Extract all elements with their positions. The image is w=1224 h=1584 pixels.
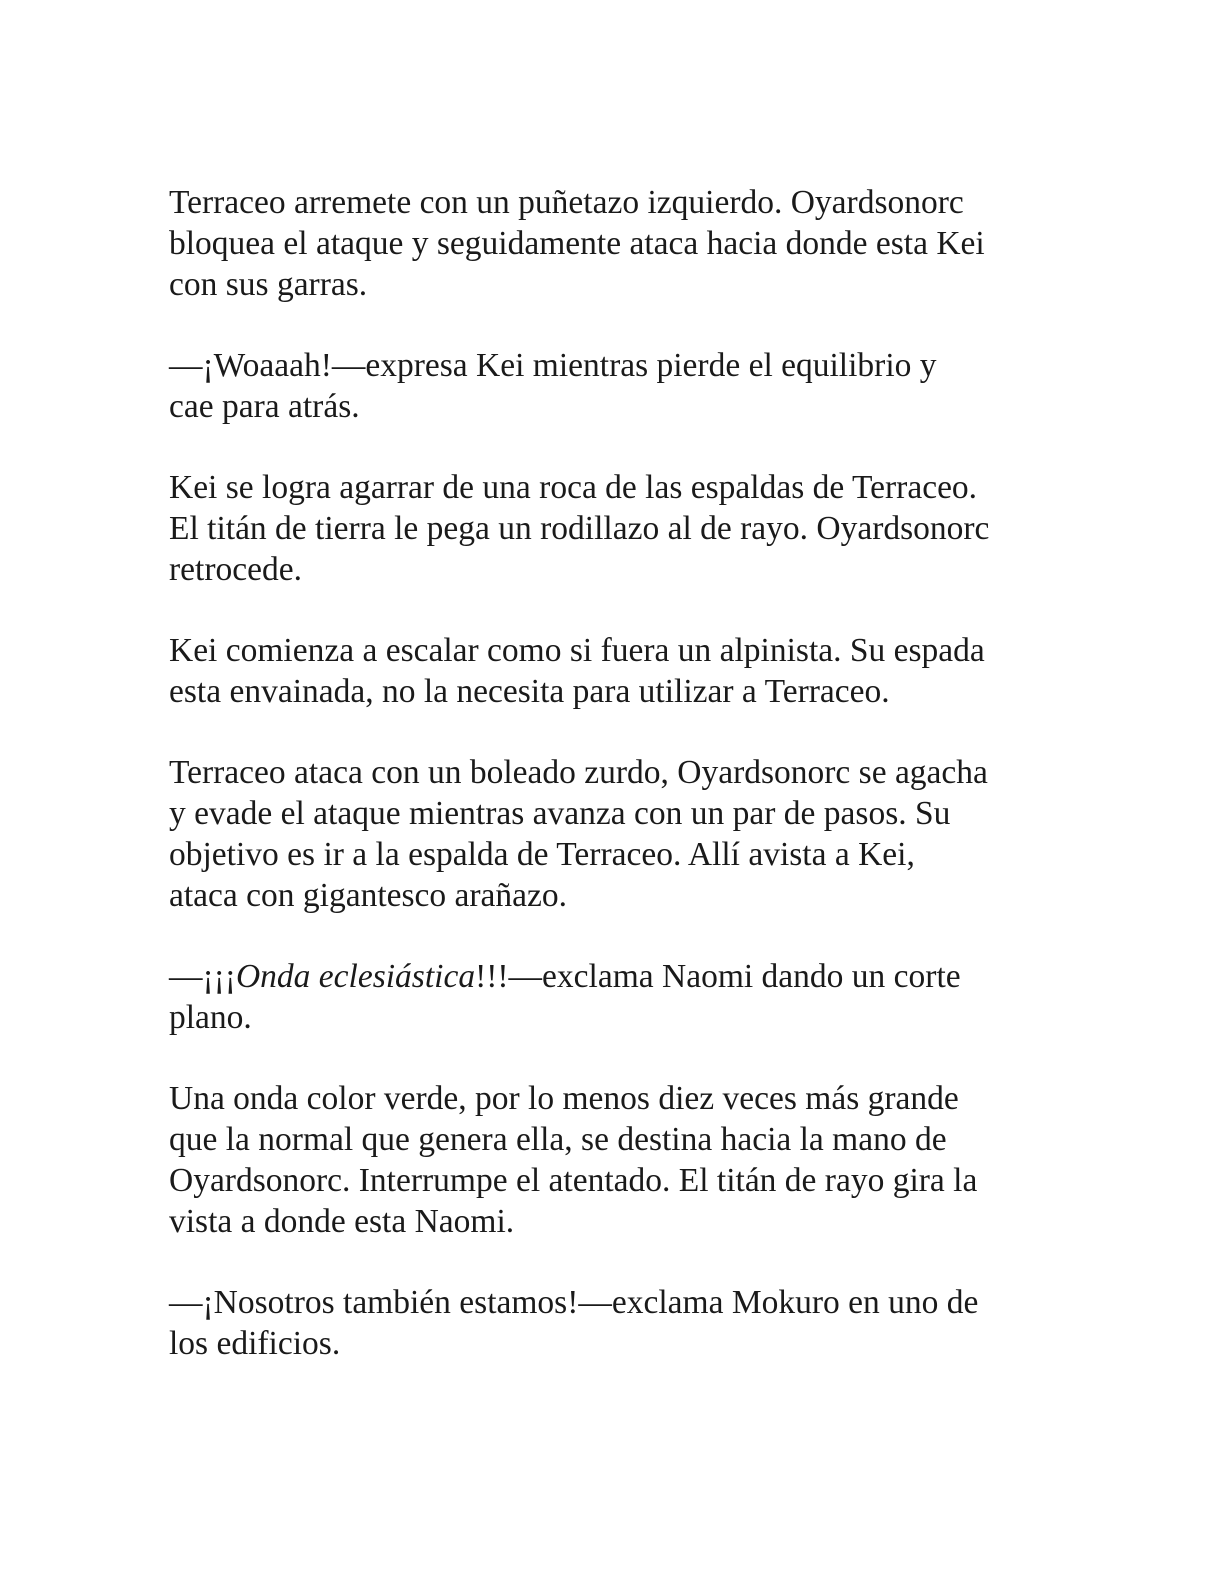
document-page — [169, 182, 1059, 1404]
paragraph-6-lead: —¡¡¡ — [169, 958, 236, 995]
paragraph-6-italic-phrase: Onda eclesiástica — [235, 958, 476, 995]
paragraph-4: Kei comienza a escalar como si fuera un alpinista. Su espada esta envainada, no la necesita para utilizar a Terraceo. — [169, 632, 985, 710]
paragraph-8: —¡Nosotros también estamos!—exclama Mokuro en uno de los edificios. — [169, 1284, 979, 1362]
paragraph-6-tail: !!!—exclama Naomi dando un corte plano. — [169, 958, 961, 1036]
paragraph-6 — [169, 956, 1059, 1038]
paragraph-3: Kei se logra agarrar de una roca de las espaldas de Terraceo. El titán de tierra le pega un rodillazo al de rayo. Oyardsonorc retrocede. — [169, 469, 990, 588]
paragraph-2: —¡Woaaah!—expresa Kei mientras pierde el equilibrio y cae para atrás. — [169, 347, 937, 425]
paragraph-7: Una onda color verde, por lo menos diez veces más grande que la normal que genera ella, se destina hacia la mano de Oyardsonorc. Interrumpe el atentado. El titán de rayo gira la vista a donde esta Naomi. — [169, 1080, 978, 1240]
paragraph-5: Terraceo ataca con un boleado zurdo, Oyardsonorc se agacha y evade el ataque mientras avanza con un par de pasos. Su objetivo es ir a la espalda de Terraceo. Allí avista a Kei, ataca con gigantesco arañazo. — [169, 754, 988, 914]
paragraph-1: Terraceo arremete con un puñetazo izquierdo. Oyardsonorc bloquea el ataque y seguidamente ataca hacia donde esta Kei con sus garras. — [169, 184, 985, 303]
